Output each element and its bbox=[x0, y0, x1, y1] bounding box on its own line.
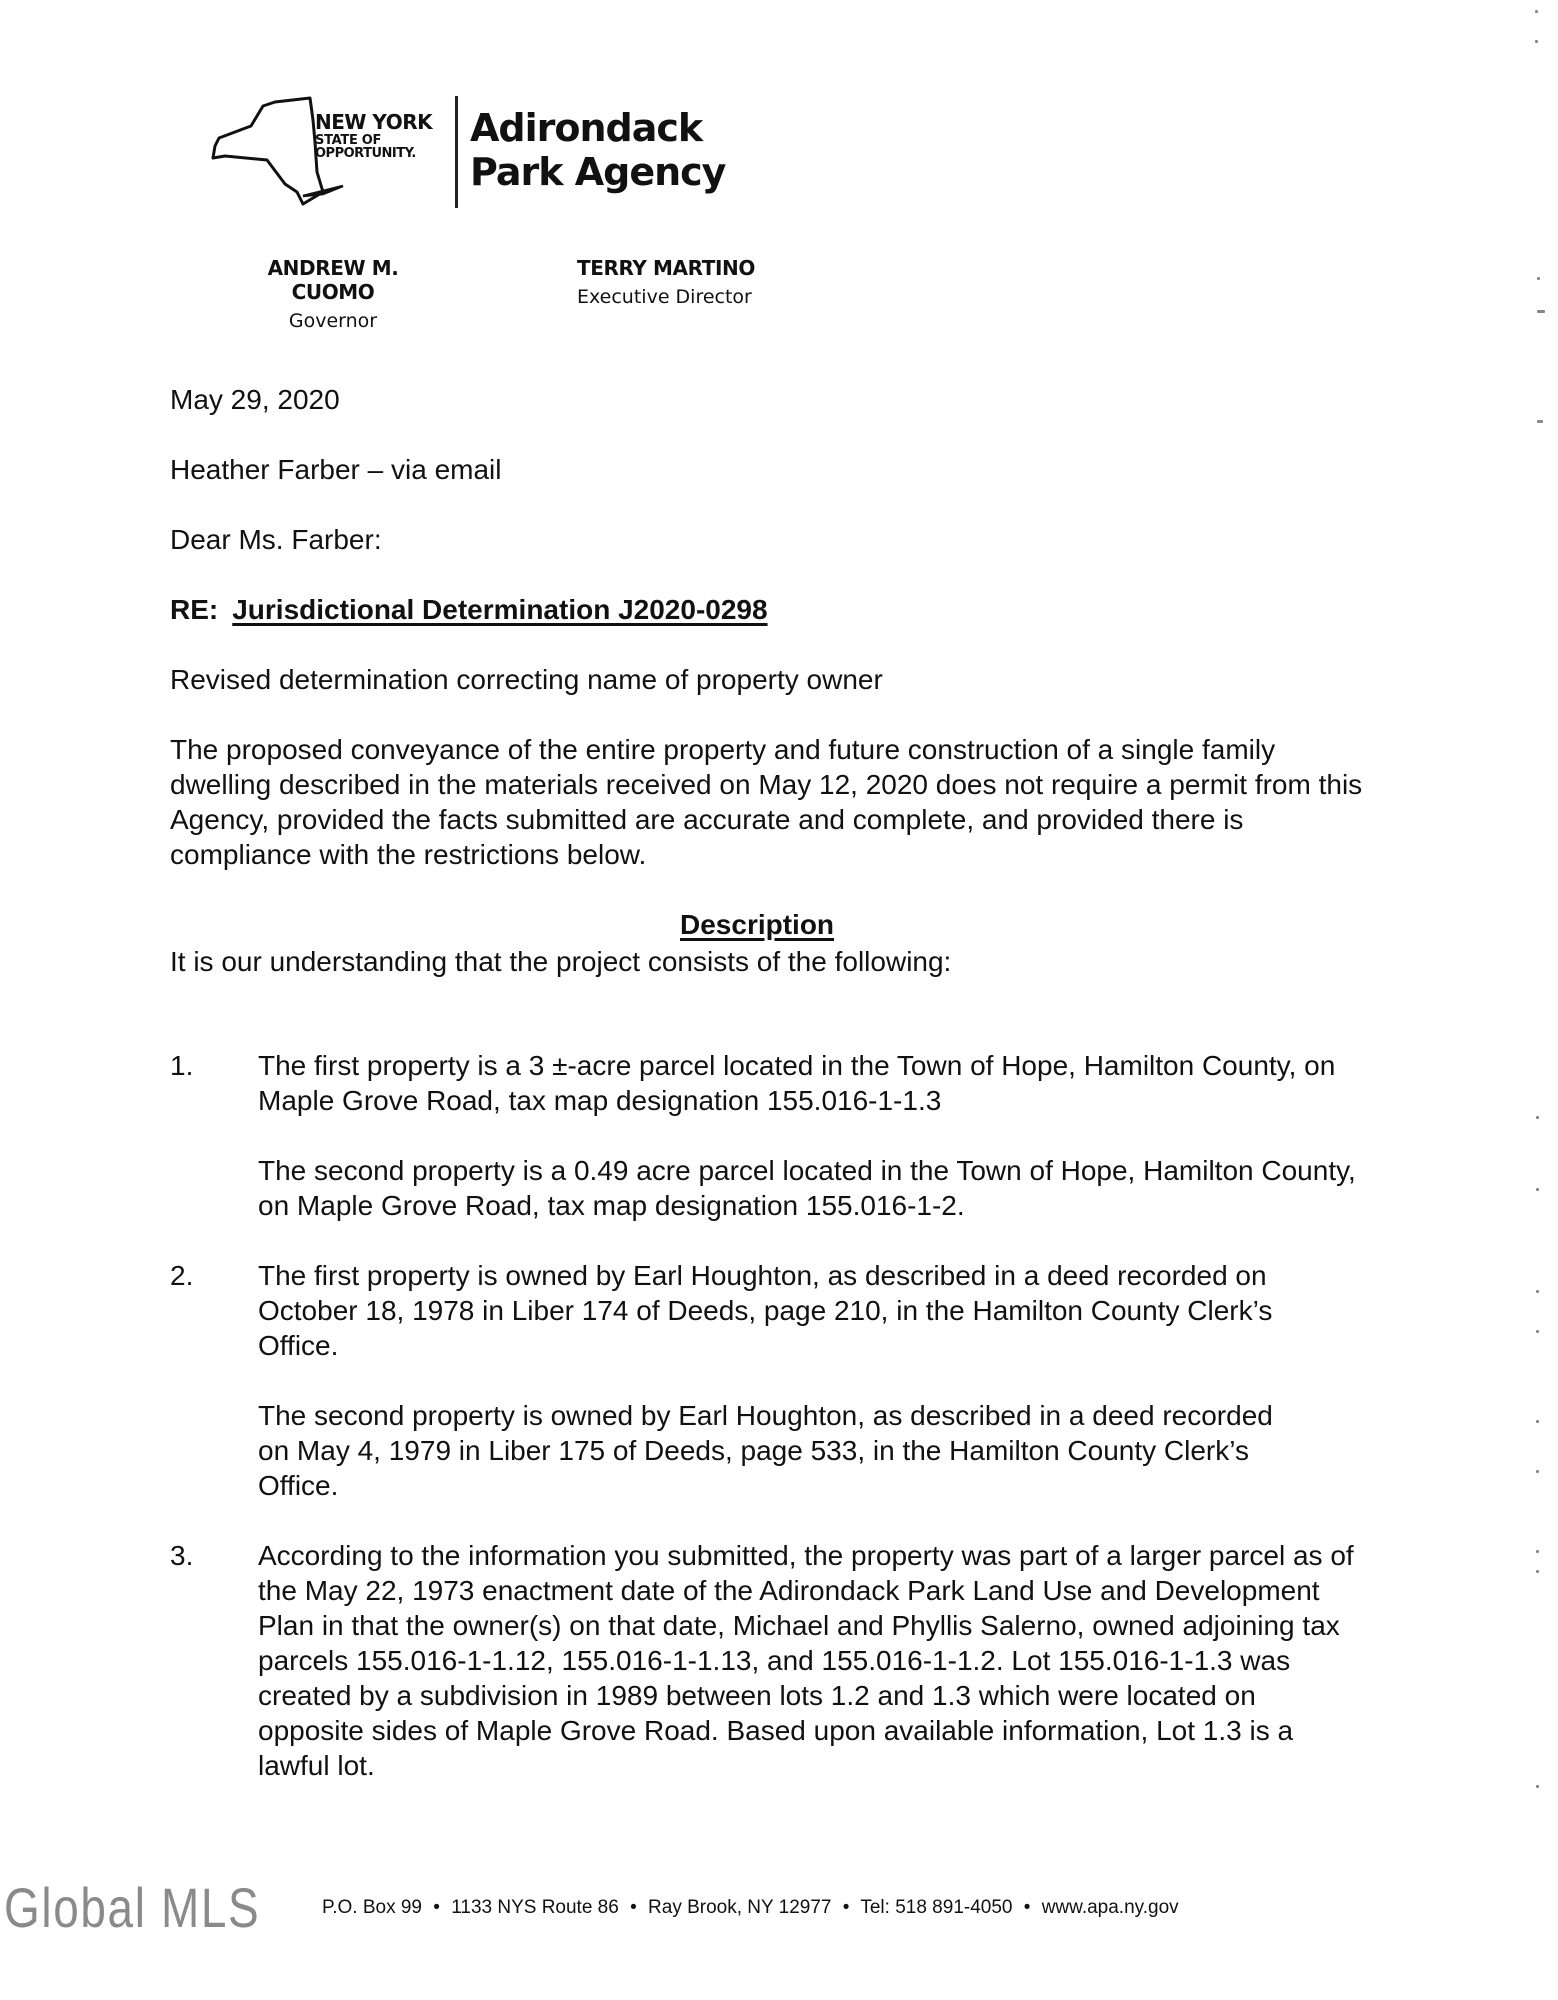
logo-line-2: STATE OF bbox=[315, 133, 382, 148]
official-executive-director bbox=[577, 256, 797, 308]
re-label: RE: bbox=[170, 594, 219, 625]
scan-speck bbox=[1536, 1188, 1539, 1191]
letter-date: May 29, 2020 bbox=[170, 384, 340, 415]
logo-line-3: OPPORTUNITY. bbox=[315, 146, 416, 161]
re-subject: Jurisdictional Determination J2020-0298 bbox=[232, 594, 768, 625]
official-title: Executive Director bbox=[577, 286, 752, 308]
official-name: TERRY MARTINO bbox=[577, 256, 755, 280]
letterhead bbox=[205, 92, 745, 212]
list-item-number: 2. bbox=[170, 1260, 194, 1291]
global-mls-watermark: Global MLS bbox=[4, 1876, 261, 1939]
section-intro: It is our understanding that the project consists of the following: bbox=[170, 946, 952, 977]
list-item-number: 1. bbox=[170, 1050, 194, 1081]
list-item-paragraph: The first property is owned by Earl Houghton, as described in a deed recorded on October 18, 1978 in Liber 174 of Deeds, page 210, in the Hamilton County Clerk’s Office. bbox=[258, 1260, 1273, 1361]
footer-address bbox=[322, 1897, 1179, 1919]
scan-speck bbox=[1536, 1290, 1539, 1293]
revision-note: Revised determination correcting name of property owner bbox=[170, 664, 883, 695]
footer-separator: • bbox=[433, 1897, 440, 1918]
official-title: Governor bbox=[288, 310, 378, 332]
list-item-number: 3. bbox=[170, 1540, 194, 1571]
scan-speck bbox=[1535, 40, 1538, 43]
list-item-paragraph: The second property is owned by Earl Houghton, as described in a deed recorded on May 4, 1979 in Liber 175 of Deeds, page 533, in the Hamilton County Clerk’s Office. bbox=[258, 1400, 1273, 1501]
agency-name-line-1: Adirondack bbox=[470, 106, 703, 150]
scan-speck bbox=[1536, 1116, 1539, 1119]
letterhead-divider bbox=[455, 96, 458, 208]
footer-city: Ray Brook, NY 12977 bbox=[648, 1897, 832, 1918]
scan-speck bbox=[1536, 1420, 1539, 1423]
footer-website: www.apa.ny.gov bbox=[1041, 1897, 1179, 1918]
footer-separator: • bbox=[1023, 1897, 1031, 1918]
footer-separator: • bbox=[630, 1897, 637, 1918]
footer-separator: • bbox=[842, 1897, 850, 1918]
intro-paragraph: The proposed conveyance of the entire property and future construction of a single family dwelling described in the materials received on May 12, 2020 does not require a permit from this Agency, provided the facts submitted are accurate and complete, and provided there is compliance with the restrictions below. bbox=[170, 734, 1363, 870]
official-governor bbox=[228, 256, 438, 332]
section-heading-description: Description bbox=[680, 909, 835, 940]
official-name: ANDREW M. CUOMO bbox=[267, 256, 399, 304]
scan-speck bbox=[1537, 420, 1543, 423]
ny-state-logo-text bbox=[315, 112, 432, 160]
list-item-paragraph: According to the information you submitted, the property was part of a larger parcel as of the May 22, 1973 enactment date of the Adirondack Park Land Use and Development Plan in that the owner(s) on that date, Michael and Phyllis Salerno, owned adjoining tax parcels 155.016-1-1.12, 155.016-1-1.13, and 155.016-1-1.2. Lot 155.016-1-1.3 was created by a subdivision in 1989 between lots 1.2 and 1.3 which were located on opposite sides of Maple Grove Road. Based upon available information, Lot 1.3 is a lawful lot. bbox=[258, 1540, 1354, 1781]
scan-speck bbox=[1536, 1470, 1539, 1473]
scan-speck bbox=[1536, 1550, 1539, 1553]
agency-name bbox=[470, 106, 725, 194]
footer-street: 1133 NYS Route 86 bbox=[451, 1897, 619, 1918]
scan-speck bbox=[1535, 10, 1538, 13]
scan-speck bbox=[1537, 310, 1545, 313]
scan-speck bbox=[1536, 1570, 1539, 1573]
re-line bbox=[170, 592, 768, 627]
scan-speck bbox=[1536, 1330, 1539, 1333]
scan-speck bbox=[1537, 277, 1540, 280]
logo-line-1: NEW YORK bbox=[315, 110, 433, 134]
footer-phone: Tel: 518 891-4050 bbox=[860, 1897, 1013, 1918]
scan-speck bbox=[1536, 1785, 1539, 1788]
list-item-paragraph: The first property is a 3 ±-acre parcel located in the Town of Hope, Hamilton County, on Maple Grove Road, tax map designation 155.016-1-1.3 bbox=[258, 1050, 1336, 1116]
footer-po-box: P.O. Box 99 bbox=[322, 1897, 422, 1918]
salutation: Dear Ms. Farber: bbox=[170, 524, 382, 555]
recipient-line: Heather Farber – via email bbox=[170, 454, 502, 485]
list-item-paragraph: The second property is a 0.49 acre parcel located in the Town of Hope, Hamilton County, on Maple Grove Road, tax map designation 155.016-1-2. bbox=[258, 1155, 1356, 1221]
agency-name-line-2: Park Agency bbox=[470, 150, 726, 194]
